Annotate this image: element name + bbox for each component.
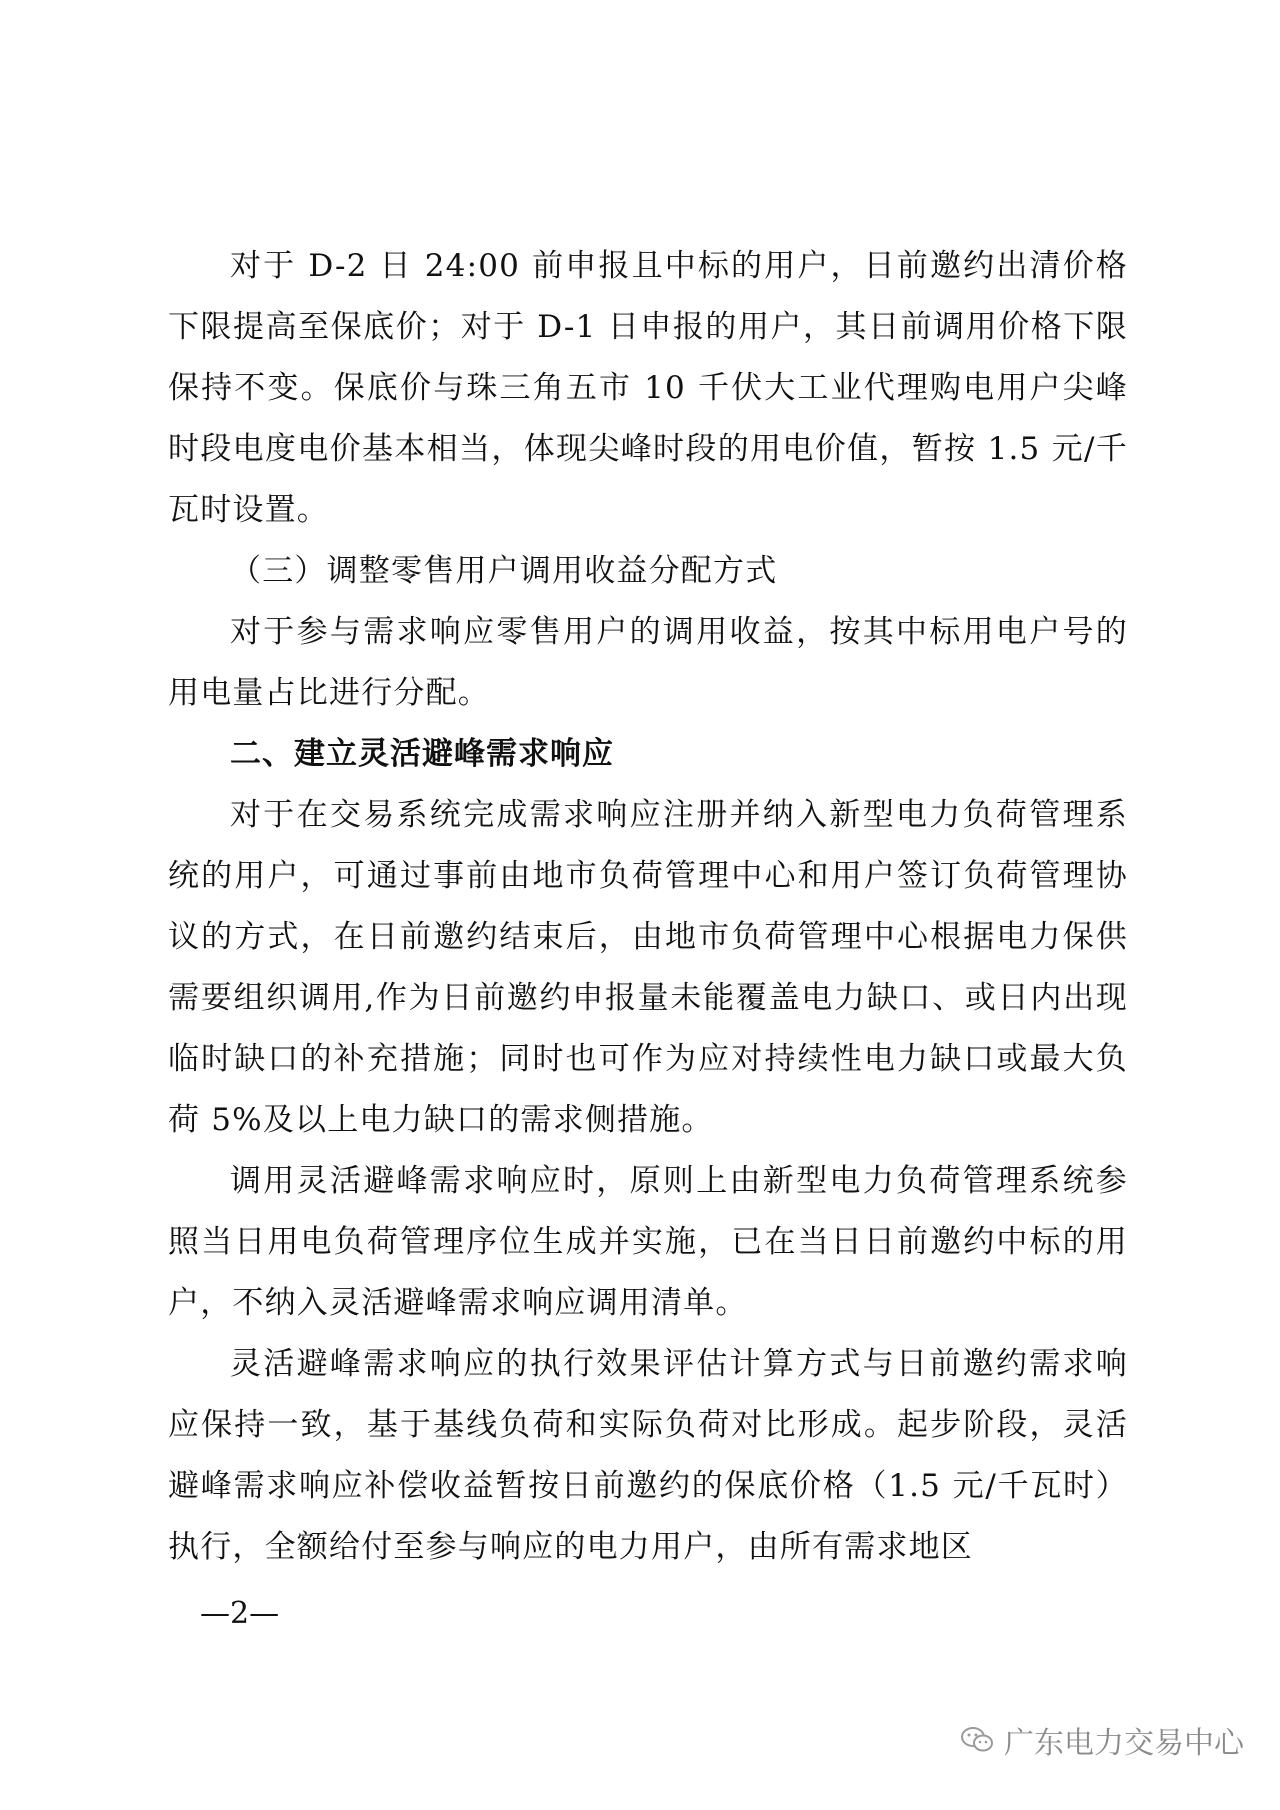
paragraph-retail-allocation: 对于参与需求响应零售用户的调用收益，按其中标用电户号的用电量占比进行分配。: [168, 614, 1128, 711]
subheading-retail-allocation: （三）调整零售用户调用收益分配方式: [230, 553, 778, 589]
wechat-icon: [960, 1726, 994, 1754]
document-body: [168, 236, 1128, 1578]
section-heading-flexible-response: 二、建立灵活避峰需求响应: [230, 736, 614, 772]
paragraph-flexible-response-scope: 对于在交易系统完成需求响应注册并纳入新型电力负荷管理系统的用户，可通过事前由地市负荷管理中心和用户签订负荷管理协议的方式，在日前邀约结束后，由地市负荷管理中心根据电力保供需要组织调用,作为日前邀约申报量未能覆盖电力缺口、或日内出现临时缺口的补充措施；同时也可作为应对持续性电力缺口或最大负荷 5%及以上电力缺口的需求侧措施。: [168, 797, 1128, 1138]
paragraph-price-floor: 对于 D-2 日 24:00 前申报且中标的用户，日前邀约出清价格下限提高至保底价；对于 D-1 日申报的用户，其日前调用价格下限保持不变。保底价与珠三角五市 10 千伏大工业代理购电用户尖峰时段电度电价基本相当，体现尖峰时段的用电价值，暂按 1.5 元/千瓦时设置。: [168, 248, 1128, 528]
paragraph-flexible-response-evaluation: 灵活避峰需求响应的执行效果评估计算方式与日前邀约需求响应保持一致，基于基线负荷和实际负荷对比形成。起步阶段，灵活避峰需求响应补偿收益暂按日前邀约的保底价格（1.5 元/千瓦时）执行，全额给付至参与响应的电力用户，由所有需求地区: [168, 1346, 1128, 1565]
page-number: —2—: [200, 1596, 280, 1631]
watermark: [960, 1718, 1244, 1762]
watermark-text: 广东电力交易中心: [1004, 1726, 1244, 1761]
paragraph-flexible-response-dispatch: 调用灵活避峰需求响应时，原则上由新型电力负荷管理系统参照当日用电负荷管理序位生成并实施，已在当日日前邀约中标的用户，不纳入灵活避峰需求响应调用清单。: [168, 1163, 1128, 1321]
